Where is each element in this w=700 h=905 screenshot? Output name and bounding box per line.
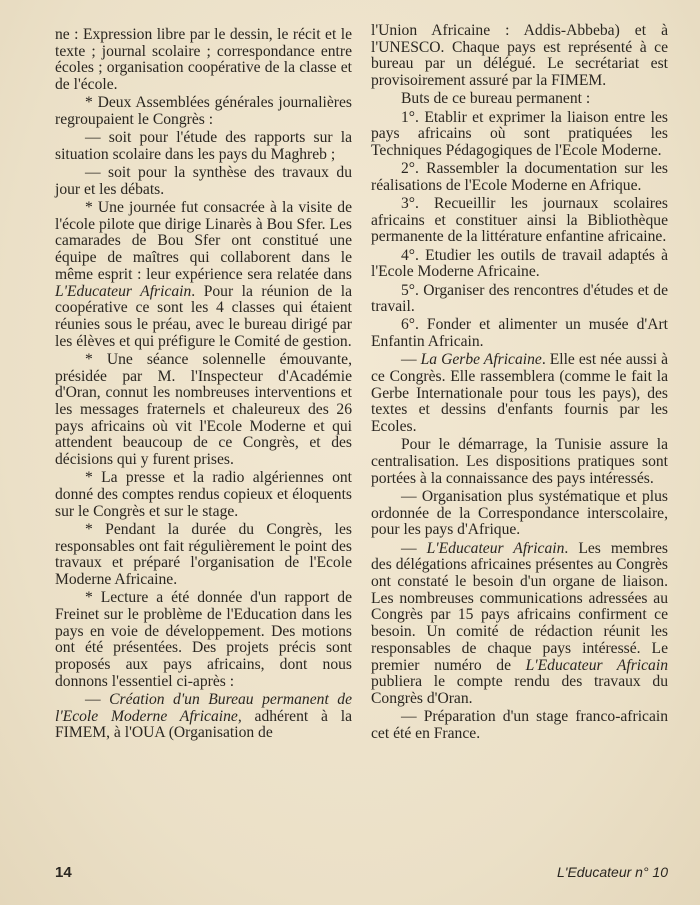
right-paragraph-13: — Préparation d'un stage franco-africain cet été en France. <box>371 708 668 742</box>
left-paragraph-8: * Pendant la durée du Congrès, les responsables ont fait régulièrement le point des travaux et préparé l'organisation de l'Ecole Moderne Africaine. <box>55 520 352 588</box>
right-paragraph-10: Pour le démarrage, la Tunisie assure la centralisation. Les dispositions pratiques sont portées à la connaissance des pays intéressés. <box>371 436 668 487</box>
left-paragraph-1: ne : Expression libre par le dessin, le récit et le texte ; journal scolaire ; correspondance entre écoles ; organisation coopérative de la classe et de l'école. <box>55 26 352 94</box>
left-paragraph-3: — soit pour l'étude des rapports sur la situation scolaire dans les pays du Maghreb ; <box>55 129 352 163</box>
left-text-column <box>55 27 352 742</box>
left-paragraph-10: — Création d'un Bureau permanent de l'Ecole Moderne Africaine, adhérent à la FIMEM, à l'OUA (Organisation de <box>55 690 353 742</box>
right-paragraph-1: l'Union Africaine : Addis-Abbeba) et à l'UNESCO. Chaque pays est représenté à ce bureau par un délégué. Le secrétariat est provisoirement assuré par la FIMEM. <box>371 22 668 90</box>
right-paragraph-9: — La Gerbe Africaine. Elle est née aussi à ce Congrès. Elle rassemblera (comme le fait la Gerbe Internationale pour tous les pays), des textes et dessins d'enfants fournis par les Ecoles. <box>371 351 668 436</box>
left-paragraph-7: * La presse et la radio algériennes ont donné des comptes rendus copieux et éloquents sur le Congrès et sur le stage. <box>55 469 352 520</box>
right-paragraph-2: Buts de ce bureau permanent : <box>401 90 591 108</box>
left-paragraph-5: * Une journée fut consacrée à la visite de l'école pilote que dirige Linarès à Bou Sfer. Les camarades de Bou Sfer ont constitué une équipe de maîtres qui collaborent dans le même esprit : leur expérience sera relatée dans L'Educateur Africain. Pour la réunion de la coopérative ce sont les 4 classes qui étaient réunies sous le préau, avec le bureau dirigé par les élèves et qui préfigure le Comité de gestion. <box>55 199 353 350</box>
right-paragraph-7: 5°. Organiser des rencontres d'études et de travail. <box>371 281 668 316</box>
right-text-column <box>371 23 668 743</box>
left-paragraph-9: * Lecture a été donnée d'un rapport de Freinet sur le problème de l'Education dans les pays en voie de développement. Des motions ont été présentées. Des projets précis sont proposés aux pays africains, dont nous donnons l'essentiel ci-après : <box>55 589 352 690</box>
right-paragraph-5: 3°. Recueillir les journaux scolaires africains et constituer ainsi la Bibliothèque permanente de la littérature enfantine africaine. <box>371 195 668 246</box>
right-paragraph-6: 4°. Etudier les outils de travail adaptés à l'Ecole Moderne Africaine. <box>371 246 668 281</box>
journal-issue: L'Educateur n° 10 <box>556 864 668 880</box>
left-paragraph-2: * Deux Assemblées générales journalières regroupaient le Congrès : <box>55 94 352 129</box>
right-paragraph-4: 2°. Rassembler la documentation sur les réalisations de l'Ecole Moderne en Afrique. <box>371 160 668 194</box>
right-paragraph-3: 1°. Etablir et exprimer la liaison entre les pays africains où sont pratiquées les Techniques Pédagogiques de l'Ecole Moderne. <box>371 108 668 159</box>
left-paragraph-4: — soit pour la synthèse des travaux du jour et les débats. <box>55 164 352 198</box>
left-paragraph-6: * Une séance solennelle émouvante, présidée par M. l'Inspecteur d'Académie d'Oran, connut les nombreuses interventions et les messages fraternels et chaleureux des 26 pays africains où vit l'Ecole Moderne et qui attendent beaucoup de ce Congrès, et des décisions qui y furent prises. <box>55 350 352 469</box>
right-paragraph-12: — L'Educateur Africain. Les membres des délégations africaines présentes au Congrès ont constaté le besoin d'un organe de liaison. Les nombreuses communications adressées au Congrès par 15 pays africains confirment ce besoin. Un comité de rédaction réunit les responsables de chaque pays intéressé. Le premier numéro de L'Educateur Africain publiera le compte rendu des travaux du Congrès d'Oran. <box>371 539 668 707</box>
page-number: 14 <box>55 864 72 881</box>
page-footer <box>55 864 668 884</box>
right-paragraph-8: 6°. Fonder et alimenter un musée d'Art Enfantin Africain. <box>371 316 668 351</box>
right-paragraph-11: — Organisation plus systématique et plus ordonnée de la Correspondance interscolaire, pour les pays d'Afrique. <box>371 487 668 539</box>
